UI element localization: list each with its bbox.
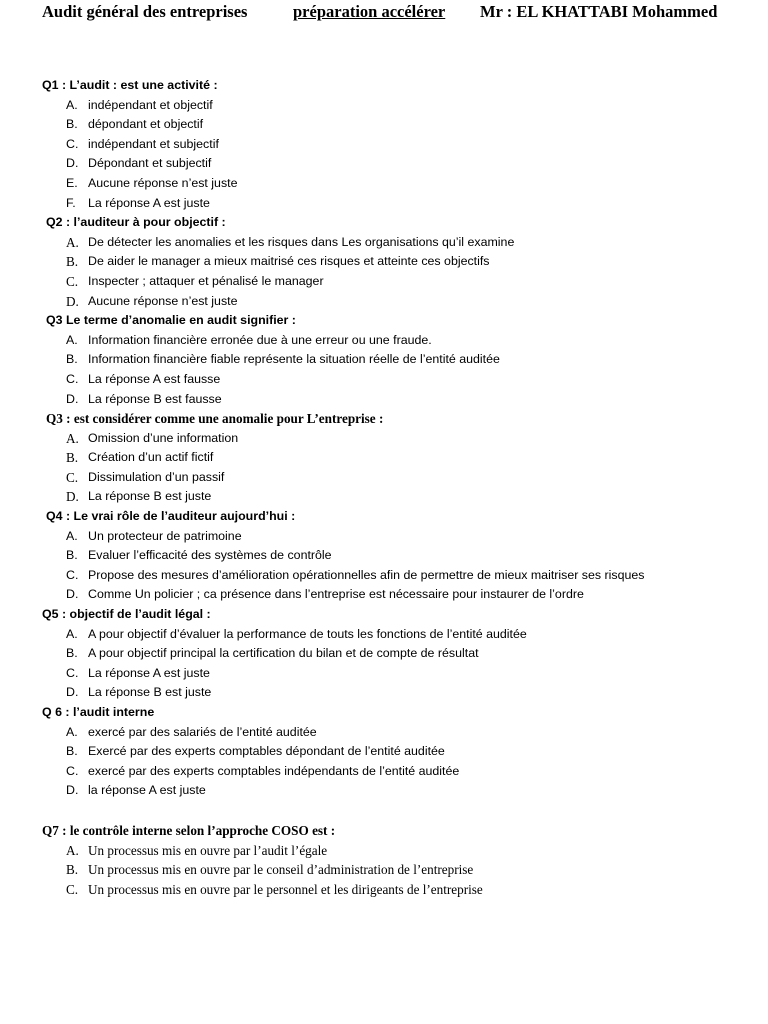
option-text: indépendant et objectif	[88, 97, 213, 112]
option-letter: A.	[66, 332, 78, 347]
option-text: Création d’un actif fictif	[88, 450, 214, 465]
option-text: exercé par des salariés de l’entité auditée	[88, 724, 317, 739]
question-block	[0, 76, 768, 213]
option-letter: D.	[66, 783, 79, 798]
option-letter: B.	[66, 646, 78, 661]
answer-option	[0, 644, 703, 664]
option-text: Exercé par des experts comptables dépondant de l’entité auditée	[88, 744, 445, 759]
option-letter: B.	[66, 117, 78, 132]
answer-option	[0, 233, 703, 253]
answer-option	[0, 194, 703, 214]
option-letter: C.	[66, 567, 79, 582]
option-text: exercé par des experts comptables indépendants de l’entité auditée	[88, 763, 460, 778]
option-text: Comme Un policier ; ca présence dans l’entreprise est nécessaire pour instaurer de l’ordre	[88, 587, 584, 602]
question-label: Q5 : objectif de l’audit légal :	[42, 607, 211, 622]
option-text: La réponse A est juste	[88, 665, 210, 680]
answer-option	[0, 585, 703, 605]
option-text: Information financière fiable représente la situation réelle de l’entité auditée	[88, 352, 500, 367]
question-block	[0, 311, 768, 409]
option-text: Information financière erronée due à une erreur ou une fraude.	[88, 332, 432, 347]
answer-option	[0, 448, 703, 468]
option-letter: D.	[66, 489, 79, 505]
option-letter: B.	[66, 862, 79, 878]
option-text: De aider le manager a mieux maitrisé ces risques et atteinte ces objectifs	[88, 254, 490, 269]
answer-option	[0, 174, 703, 194]
option-text: Aucune réponse n’est juste	[88, 293, 238, 308]
option-text: La réponse B est juste	[88, 489, 212, 504]
question-block	[0, 409, 768, 507]
option-text: Inspecter ; attaquer et pénalisé le manager	[88, 273, 324, 288]
option-text: Aucune réponse n’est juste	[88, 175, 238, 190]
answer-option	[0, 135, 703, 155]
question-label: Q1 : L’audit : est une activité :	[42, 78, 218, 92]
option-text: Un protecteur de patrimoine	[88, 528, 242, 543]
question-block	[0, 821, 768, 899]
answer-option	[0, 860, 703, 880]
option-letter: E.	[66, 175, 78, 190]
option-text: indépendant et subjectif	[88, 136, 219, 151]
question-label: Q3 : est considérer comme une anomalie pour L’entreprise :	[46, 411, 384, 427]
option-letter: C.	[66, 665, 79, 680]
answer-option	[0, 683, 703, 703]
option-letter: D.	[66, 391, 79, 406]
answer-option	[0, 429, 703, 449]
answer-option	[0, 664, 703, 684]
answer-option	[0, 762, 703, 782]
option-text: La réponse A est fausse	[88, 371, 221, 386]
answer-option	[0, 880, 703, 900]
option-text: A pour objectif principal la certification du bilan et de compte de résultat	[88, 646, 479, 661]
answer-option	[0, 742, 703, 762]
answer-option	[0, 468, 703, 488]
option-letter: C.	[66, 881, 79, 897]
document-title: Audit général des entreprises	[42, 2, 248, 21]
option-text: dépondant et objectif	[88, 117, 204, 132]
option-letter: A.	[66, 430, 79, 446]
option-letter: C.	[66, 273, 79, 289]
answer-option	[0, 350, 703, 370]
option-text: Propose des mesures d’amélioration opérationnelles afin de permettre de mieux maitriser ses risques	[88, 567, 645, 582]
answer-option	[0, 154, 703, 174]
answer-option	[0, 527, 703, 547]
answer-option	[0, 841, 703, 861]
option-letter: B.	[66, 254, 79, 270]
answer-option	[0, 625, 703, 645]
option-text: Un processus mis en ouvre par le personnel et les dirigeants de l’entreprise	[88, 881, 483, 897]
option-text: La réponse B est juste	[88, 685, 212, 700]
option-text: De détecter les anomalies et les risques dans Les organisations qu’il examine	[88, 234, 515, 249]
answer-option	[0, 723, 703, 743]
option-letter: A.	[66, 528, 78, 543]
option-letter: B.	[66, 450, 79, 466]
option-text: Dissimulation d’un passif	[88, 469, 225, 484]
option-letter: D.	[66, 293, 79, 309]
option-letter: A.	[66, 724, 78, 739]
option-text: Omission d’une information	[88, 430, 239, 445]
answer-option	[0, 370, 703, 390]
question-label: Q3 Le terme d’anomalie en audit signifier :	[46, 313, 296, 328]
answer-option	[0, 272, 703, 292]
document-subtitle: préparation accélérer	[293, 2, 446, 21]
option-text: La réponse A est juste	[88, 195, 210, 210]
option-letter: D.	[66, 685, 79, 700]
quiz-content	[0, 76, 768, 899]
question-label: Q7 : le contrôle interne selon l’approche COSO est :	[42, 822, 336, 838]
page-header	[0, 0, 768, 24]
question-label: Q 6 : l’audit interne	[42, 705, 155, 719]
option-text: La réponse B est fausse	[88, 391, 222, 406]
option-text: la réponse A est juste	[88, 783, 206, 798]
answer-option	[0, 781, 703, 801]
spacer	[0, 801, 768, 821]
option-letter: A.	[66, 842, 79, 858]
option-letter: F.	[66, 195, 76, 210]
answer-option	[0, 292, 703, 312]
option-letter: C.	[66, 763, 79, 778]
question-block	[0, 605, 768, 703]
option-letter: C.	[66, 469, 79, 485]
question-block	[0, 507, 768, 605]
option-letter: A.	[66, 234, 79, 250]
option-letter: A.	[66, 626, 78, 641]
option-text: A pour objectif d’évaluer la performance de touts les fonctions de l’entité auditée	[88, 626, 527, 641]
option-text: Un processus mis en ouvre par l’audit l’égale	[88, 842, 328, 858]
answer-option	[0, 566, 703, 586]
option-letter: B.	[66, 548, 78, 563]
option-letter: D.	[66, 587, 79, 602]
answer-option	[0, 96, 703, 116]
answer-option	[0, 390, 703, 410]
option-text: Un processus mis en ouvre par le conseil d’administration de l’entreprise	[88, 862, 474, 878]
answer-option	[0, 487, 703, 507]
answer-option	[0, 331, 703, 351]
option-text: Dépondant et subjectif	[88, 156, 212, 171]
option-letter: B.	[66, 352, 78, 367]
question-label: Q4 : Le vrai rôle de l’auditeur aujourd’hui :	[46, 509, 296, 524]
option-letter: B.	[66, 744, 78, 759]
answer-option	[0, 115, 703, 135]
question-block	[0, 213, 768, 311]
option-letter: C.	[66, 136, 79, 151]
option-letter: D.	[66, 156, 79, 171]
option-text: Evaluer l’efficacité des systèmes de contrôle	[88, 548, 332, 563]
answer-option	[0, 252, 703, 272]
author-name: Mr : EL KHATTABI Mohammed	[480, 2, 718, 21]
question-label: Q2 : l’auditeur à pour objectif :	[46, 215, 226, 230]
answer-option	[0, 546, 703, 566]
question-block	[0, 703, 768, 801]
option-letter: C.	[66, 371, 79, 386]
option-letter: A.	[66, 97, 78, 112]
